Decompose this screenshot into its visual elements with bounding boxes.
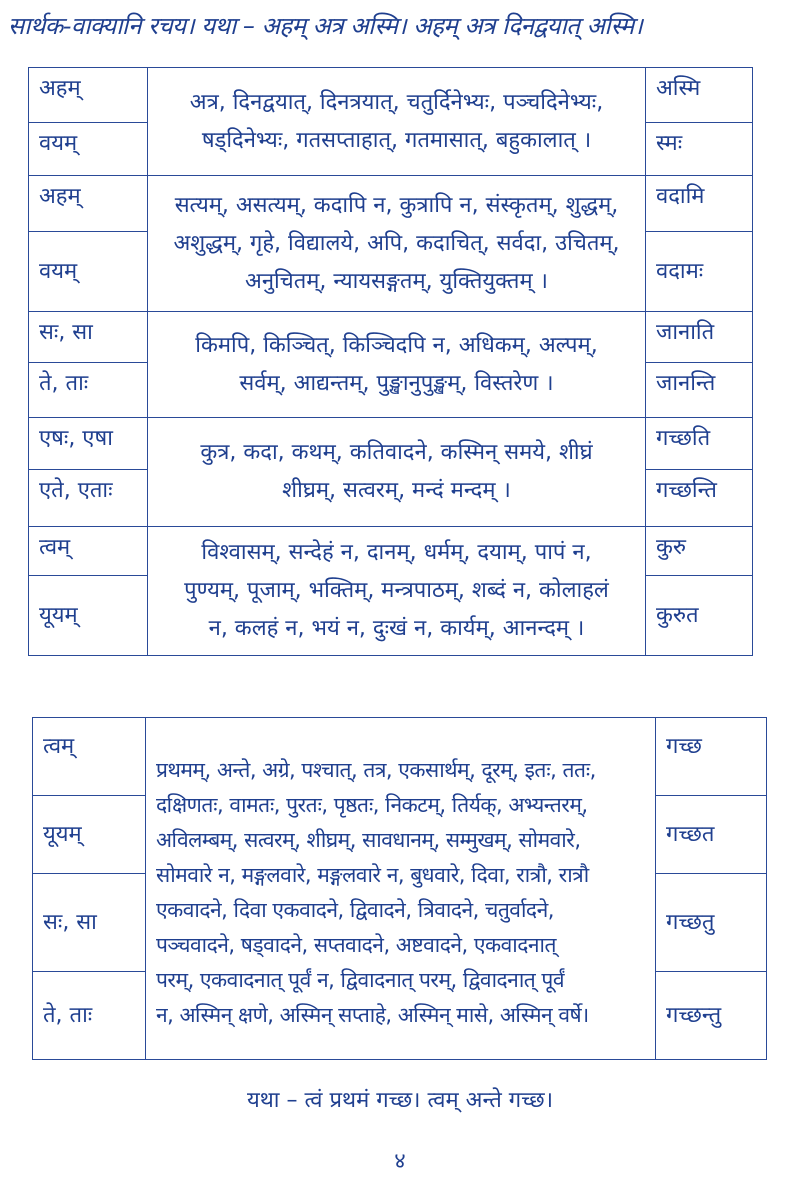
option-line: परम्, एकवादनात् पूर्वं न, द्विवादनात् परम्, द्विवादनात् पूर्वं bbox=[156, 967, 565, 992]
option-line: सोमवारे न, मङ्गलवारे, मङ्गलवारे न, बुधवारे, दिवा, रात्रौ, रात्रौ bbox=[156, 862, 589, 887]
option-line: प्रथमम्, अन्ते, अग्रे, पश्चात्, तत्र, एकसार्थम्, दूरम्, इतः, ततः, bbox=[156, 757, 596, 782]
option-line: षड्दिनेभ्यः, गतसप्ताहात्, गतमासात्, बहुकालात् । bbox=[201, 127, 592, 153]
subject-cell: यूयम् bbox=[33, 796, 146, 874]
subject-cell: यूयम् bbox=[29, 576, 148, 656]
verb-cell: वदामि bbox=[646, 176, 753, 232]
verb-cell: जानन्ति bbox=[646, 363, 753, 418]
verb-cell: जानाति bbox=[646, 312, 753, 363]
subject-cell: वयम् bbox=[29, 232, 148, 312]
subject-cell: ते, ताः bbox=[29, 363, 148, 418]
option-line: विश्वासम्, सन्देहं न, दानम्, धर्मम्, दयाम्, पापं न, bbox=[201, 540, 592, 565]
subject-cell: एषः, एषा bbox=[29, 418, 148, 470]
verb-cell: गच्छतु bbox=[656, 874, 767, 972]
verb-cell: कुरु bbox=[646, 527, 753, 576]
subject-cell: वयम् bbox=[29, 123, 148, 176]
options-cell bbox=[148, 418, 646, 527]
option-line: कुत्र, कदा, कथम्, कतिवादने, कस्मिन् समये, शीघ्रं bbox=[200, 440, 593, 465]
option-line: किमपि, किञ्चित्, किञ्चिदपि न, अधिकम्, अल्पम्, bbox=[195, 332, 598, 358]
option-line: अत्र, दिनद्वयात्, दिनत्रयात्, चतुर्दिनेभ्यः, पञ्चदिनेभ्यः, bbox=[189, 89, 604, 115]
example-sentence: यथा – त्वं प्रथमं गच्छ। त्वम् अन्ते गच्छ। bbox=[246, 1088, 554, 1113]
subject-cell: अहम् bbox=[29, 176, 148, 232]
option-line: न, अस्मिन् क्षणे, अस्मिन् सप्ताहे, अस्मिन् मासे, अस्मिन् वर्षे। bbox=[156, 1002, 589, 1027]
subject-cell: एते, एताः bbox=[29, 470, 148, 527]
verb-cell: स्मः bbox=[646, 123, 753, 176]
verb-cell: गच्छत bbox=[656, 796, 767, 874]
verb-cell: गच्छन्ति bbox=[646, 470, 753, 527]
subject-cell: अहम् bbox=[29, 68, 148, 123]
option-line: सत्यम्, असत्यम्, कदापि न, कुत्रापि न, संस्कृतम्, शुद्धम्, bbox=[174, 192, 619, 218]
options-cell bbox=[148, 527, 646, 656]
subject-cell: सः, सा bbox=[33, 874, 146, 972]
verb-cell: अस्मि bbox=[646, 68, 753, 123]
verb-cell: गच्छन्तु bbox=[656, 972, 767, 1060]
verb-cell: वदामः bbox=[646, 232, 753, 312]
subject-cell: त्वम् bbox=[29, 527, 148, 576]
option-line: दक्षिणतः, वामतः, पुरतः, पृष्ठतः, निकटम्, तिर्यक्, अभ्यन्तरम्, bbox=[156, 792, 588, 817]
sentence-table-1 bbox=[28, 67, 753, 656]
subject-cell: ते, ताः bbox=[33, 972, 146, 1060]
options-cell bbox=[148, 312, 646, 418]
option-line: शीघ्रम्, सत्वरम्, मन्दं मन्दम् । bbox=[282, 478, 511, 503]
verb-cell: कुरुत bbox=[646, 576, 753, 656]
option-line: न, कलहं न, भयं न, दुःखं न, कार्यम्, आनन्दम् । bbox=[208, 616, 585, 641]
subject-cell: सः, सा bbox=[29, 312, 148, 363]
verb-cell: गच्छ bbox=[656, 718, 767, 796]
verb-cell: गच्छति bbox=[646, 418, 753, 470]
options-cell bbox=[148, 68, 646, 176]
option-line: पञ्चवादने, षड्वादने, सप्तवादने, अष्टवादने, एकवादनात् bbox=[156, 932, 556, 957]
sentence-table-2 bbox=[32, 717, 767, 1060]
option-line: अशुद्धम्, गृहे, विद्यालये, अपि, कदाचित्, सर्वदा, उचितम्, bbox=[173, 230, 620, 256]
option-line: अनुचितम्, न्यायसङ्गतम्, युक्तियुक्तम् । bbox=[245, 268, 548, 294]
options-cell bbox=[148, 176, 646, 312]
page-number: ४ bbox=[394, 1149, 406, 1174]
subject-cell: त्वम् bbox=[33, 718, 146, 796]
option-line: एकवादने, दिवा एकवादने, द्विवादने, त्रिवादने, चतुर्वादने, bbox=[156, 897, 554, 922]
option-line: सर्वम्, आद्यन्तम्, पुङ्खानुपुङ्खम्, विस्तरेण । bbox=[239, 370, 554, 396]
options-cell bbox=[146, 718, 656, 1060]
option-line: पुण्यम्, पूजाम्, भक्तिम्, मन्त्रपाठम्, शब्दं न, कोलाहलं bbox=[184, 578, 609, 603]
option-line: अविलम्बम्, सत्वरम्, शीघ्रम्, सावधानम्, सम्मुखम्, सोमवारे, bbox=[156, 827, 581, 852]
instruction-text: सार्थक-वाक्यानि रचय। यथा – अहम् अत्र अस्मि। अहम् अत्र दिनद्वयात् अस्मि। bbox=[8, 12, 643, 40]
